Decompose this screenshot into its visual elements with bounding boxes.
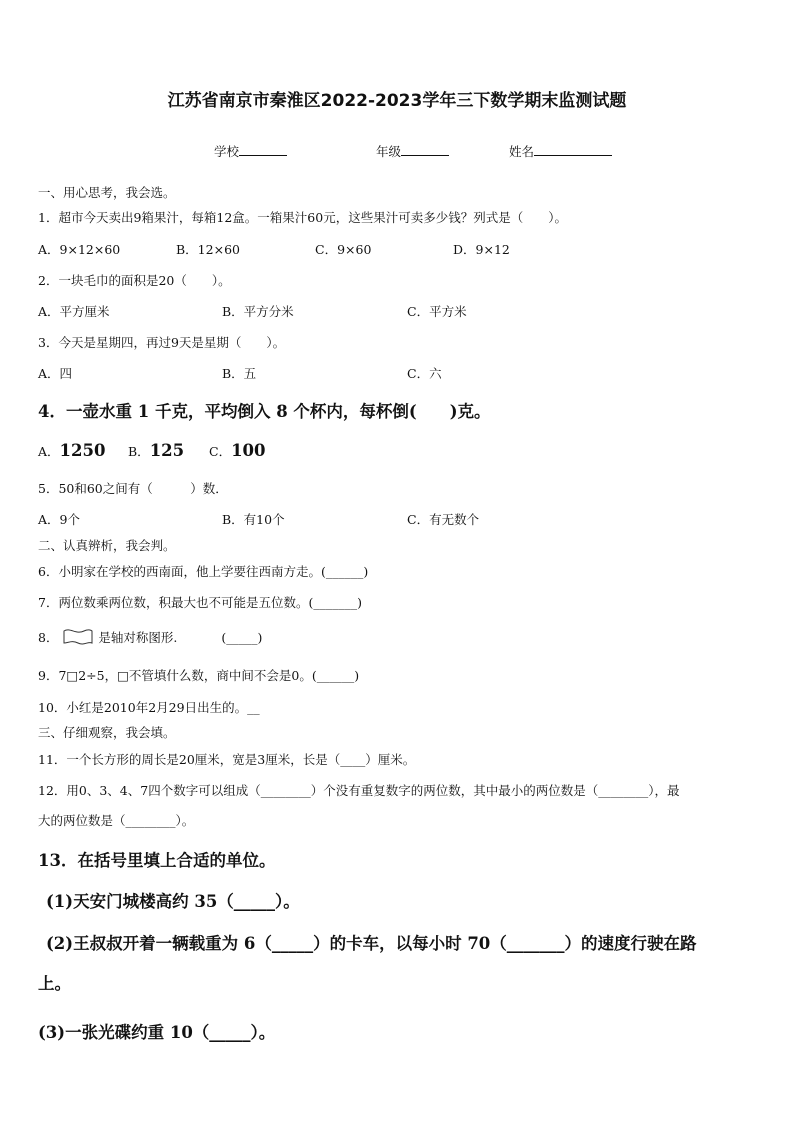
section-heading-1: 一、用心思考，我会选。 — [38, 185, 176, 200]
q5-option-a[interactable]: A．9个 — [38, 512, 80, 527]
q4-option-b-letter: B． — [128, 444, 150, 459]
q4-option-c-value: 100 — [231, 441, 266, 460]
q4-option-b-value: 125 — [149, 441, 185, 460]
wavy-flag-icon — [62, 627, 94, 650]
page-title: 江苏省南京市秦淮区2022-2023学年三下数学期末监测试题 — [167, 91, 627, 111]
q1-option-d[interactable]: D．9×12 — [453, 242, 510, 257]
q4-option-a[interactable] — [38, 441, 105, 460]
section-heading-3: 三、仔细观察，我会填。 — [38, 725, 176, 740]
q2-option-c[interactable]: C．平方米 — [407, 304, 467, 319]
school-label: 学校 — [214, 144, 240, 159]
question-4: 4．一壶水重 1 千克，平均倒入 8 个杯内，每杯倒( )克。 — [38, 402, 491, 421]
question-13-part-2-line-1: (2)王叔叔开着一辆载重为 6（_____）的卡车，以每小时 70（_______）的速度行驶在路 — [46, 934, 697, 953]
grade-field — [376, 142, 449, 160]
question-12-line-2: 大的两位数是（________）。 — [38, 813, 195, 828]
name-label: 姓名 — [509, 144, 535, 159]
q3-option-b[interactable]: B．五 — [222, 366, 257, 381]
name-blank[interactable] — [534, 143, 612, 156]
q4-option-a-letter: A． — [38, 444, 60, 459]
q1-option-b[interactable]: B．12×60 — [176, 242, 240, 257]
q1-option-a[interactable]: A．9×12×60 — [38, 242, 121, 257]
question-6: 6．小明家在学校的西南面，他上学要往西南方走。(______) — [38, 564, 369, 579]
q5-option-b[interactable]: B．有10个 — [222, 512, 285, 527]
question-7: 7．两位数乘两位数，积最大也不可能是五位数。(_______) — [38, 595, 362, 610]
question-8 — [38, 627, 262, 650]
q3-option-a[interactable]: A．四 — [38, 366, 73, 381]
question-1: 1．超市今天卖出9箱果汁，每箱12盒。一箱果汁60元，这些果汁可卖多少钱？列式是（ ）。 — [38, 210, 567, 225]
q5-option-c[interactable]: C．有无数个 — [407, 512, 480, 527]
q4-option-b[interactable] — [128, 441, 184, 460]
question-5: 5．50和60之间有（ ）数． — [38, 481, 228, 496]
q3-option-c[interactable]: C．六 — [407, 366, 442, 381]
question-11: 11．一个长方形的周长是20厘米，宽是3厘米，长是（____）厘米。 — [38, 752, 416, 767]
question-13-part-3: (3)一张光碟约重 10（_____）。 — [38, 1023, 276, 1042]
question-9: 9．7□2÷5，□不管填什么数，商中间不会是0。(______) — [38, 668, 360, 683]
q8-text: 是轴对称图形. — [98, 630, 178, 645]
school-blank[interactable] — [239, 143, 287, 156]
q2-option-b[interactable]: B．平方分米 — [222, 304, 294, 319]
grade-blank[interactable] — [401, 143, 449, 156]
school-field — [214, 142, 287, 160]
question-13-part-2-line-2: 上。 — [38, 974, 71, 993]
section-heading-2: 二、认真辨析，我会判。 — [38, 538, 176, 553]
name-field — [509, 142, 612, 160]
question-10: 10．小红是2010年2月29日出生的。__ — [38, 700, 260, 715]
q8-number: 8． — [38, 630, 59, 645]
question-13-part-1: (1)天安门城楼高约 35（_____）。 — [46, 892, 300, 911]
grade-label: 年级 — [376, 144, 402, 159]
q4-option-c-letter: C． — [209, 444, 232, 459]
q1-option-c[interactable]: C．9×60 — [315, 242, 372, 257]
q8-answer[interactable]: (_____) — [221, 630, 263, 645]
question-2: 2．一块毛巾的面积是20（ ）。 — [38, 273, 231, 288]
q2-option-a[interactable]: A．平方厘米 — [38, 304, 110, 319]
question-12-line-1: 12．用0、3、4、7四个数字可以组成（________）个没有重复数字的两位数，其中最小的两位数是（________），最 — [38, 783, 680, 798]
question-13: 13．在括号里填上合适的单位。 — [38, 851, 276, 870]
question-3: 3．今天是星期四，再过9天是星期（ ）。 — [38, 335, 286, 350]
q4-option-a-value: 1250 — [59, 441, 106, 460]
q4-option-c[interactable] — [209, 441, 266, 460]
